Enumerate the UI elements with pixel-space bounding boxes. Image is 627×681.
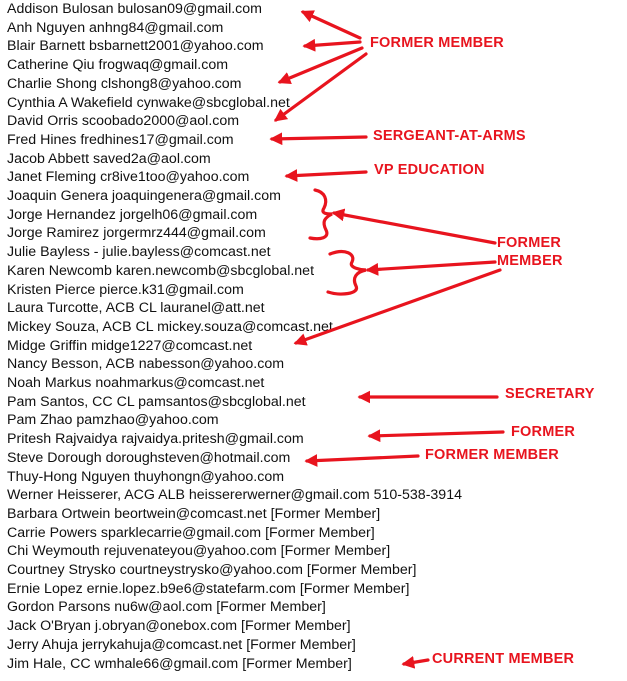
member-email[interactable]: julie.bayless@comcast.net (102, 244, 271, 261)
member-row (7, 262, 314, 281)
member-email[interactable]: j.obryan@onebox.com (94, 618, 238, 635)
member-row (7, 131, 234, 150)
member-email[interactable]: clshong8@yahoo.com (100, 75, 242, 92)
member-note: [Former Member] (299, 580, 410, 597)
member-row (7, 112, 239, 131)
member-row (7, 655, 352, 674)
member-name: Pritesh Rajvaidya (7, 431, 118, 448)
member-note: [Former Member] (246, 636, 356, 653)
annotation-sergeant-at-arms: SERGEANT-AT-ARMS (373, 128, 526, 144)
arrow-to-addison (303, 12, 360, 38)
member-name: Anh Nguyen (7, 19, 86, 36)
member-row (7, 355, 284, 374)
member-row (7, 299, 265, 318)
member-row (7, 75, 241, 94)
annotation-current-member: CURRENT MEMBER (432, 651, 575, 667)
member-email[interactable]: nabesson@yahoo.com (138, 356, 285, 373)
member-name: Nancy Besson, ACB (7, 356, 135, 373)
member-name: Kristen Pierce (7, 281, 96, 298)
member-name: Laura Turcotte, ACB CL (7, 300, 157, 317)
member-row (7, 636, 356, 655)
member-name: Chi Weymouth (7, 543, 100, 560)
member-row (7, 206, 257, 225)
arrow-to-charlie (280, 48, 362, 82)
member-name: Fred Hines (7, 131, 77, 148)
brace-joaquin-jorge (310, 190, 332, 239)
member-email[interactable]: scoobado2000@aol.com (81, 113, 240, 130)
member-email[interactable]: frogwaq@gmail.com (98, 57, 229, 74)
member-note: [Former Member] (242, 655, 352, 672)
member-email[interactable]: beortwein@comcast.net (114, 505, 267, 522)
member-email[interactable]: fredhines17@gmail.com (80, 131, 234, 148)
page-bottom-margin (0, 672, 627, 681)
member-name: Ernie Lopez (7, 580, 83, 597)
member-email[interactable]: nu6w@aol.com (114, 599, 213, 616)
annotation-former: FORMER (511, 424, 576, 440)
member-row (7, 411, 219, 430)
member-name: Cynthia A Wakefield (7, 94, 133, 111)
member-name: Steve Dorough (7, 449, 102, 466)
member-email[interactable]: sparklecarrie@gmail.com (100, 524, 262, 541)
member-name: Thuy-Hong Nguyen (7, 468, 131, 485)
member-name: Mickey Souza, ACB CL (7, 318, 154, 335)
annotation-former-member-top: FORMER MEMBER (370, 35, 504, 51)
arrow-to-fred (272, 137, 366, 139)
member-name: Jorge Ramirez (7, 225, 100, 242)
member-email[interactable]: midge1227@comcast.net (91, 337, 253, 354)
member-email[interactable]: doroughsteven@hotmail.com (105, 449, 291, 466)
annotation-secretary: SECRETARY (505, 386, 595, 402)
member-name: Barbara Ortwein (7, 505, 111, 522)
member-row (7, 150, 211, 169)
arrow-to-karen-brace (368, 262, 495, 270)
member-note: [Former Member] (306, 562, 417, 578)
member-row (7, 94, 290, 113)
member-email[interactable]: bsbarnett2001@yahoo.com (89, 38, 264, 55)
member-name: Jorge Hernandez (7, 206, 116, 223)
member-row (7, 393, 306, 412)
member-name: Janet Fleming (7, 169, 97, 186)
member-email[interactable]: cr8ive1too@yahoo.com (100, 169, 250, 186)
member-name: Addison Bulosan (7, 1, 114, 17)
member-email[interactable]: rejuvenateyou@yahoo.com (103, 543, 277, 560)
member-email[interactable]: cynwake@sbcglobal.net (136, 94, 290, 111)
member-row (7, 19, 223, 38)
member-row (7, 598, 326, 617)
member-row (7, 542, 390, 561)
member-email[interactable]: lauranel@att.net (160, 300, 265, 317)
member-email[interactable]: thuyhongn@yahoo.com (133, 468, 285, 485)
arrow-to-brace (334, 213, 495, 243)
member-row (7, 505, 380, 524)
member-email[interactable]: jorgelh06@gmail.com (119, 206, 258, 223)
arrow-to-pritesh (370, 432, 503, 436)
member-note: [Former Member] (265, 524, 375, 541)
arrow-to-blair (305, 42, 360, 46)
member-row (7, 561, 416, 580)
annotation-former-member-low: FORMER MEMBER (425, 447, 559, 463)
member-email[interactable]: ernie.lopez.b9e6@statefarm.com (86, 580, 296, 597)
member-name: Noah Markus (7, 375, 92, 391)
member-row (7, 281, 244, 300)
brace-karen-kristen (328, 252, 366, 294)
member-row (7, 37, 264, 56)
annotation-vp-education: VP EDUCATION (374, 162, 485, 178)
member-name: Joaquin Genera (7, 188, 108, 204)
member-name: Werner Heisserer, ACG ALB (7, 487, 185, 504)
member-email[interactable]: courtneystrysko@yahoo.com (119, 562, 303, 578)
member-name: Pam Santos, CC CL (7, 393, 135, 410)
member-note: [Former Member] (241, 618, 351, 635)
member-email[interactable]: pamzhao@yahoo.com (76, 412, 219, 429)
annotation-former-mid-line2: MEMBER (497, 253, 563, 269)
member-name: Jim Hale, CC (7, 655, 91, 672)
member-name: Jack O'Bryan (7, 618, 91, 635)
arrow-to-janet (287, 172, 366, 176)
member-row (7, 56, 228, 75)
member-note: 510-538-3914 (373, 487, 462, 504)
member-email[interactable]: mickey.souza@comcast.net (157, 318, 333, 335)
member-email[interactable]: joaquingenera@gmail.com (111, 188, 281, 204)
member-row (7, 374, 264, 393)
member-email[interactable]: heissererwerner@gmail.com (188, 487, 370, 504)
member-email[interactable]: saved2a@aol.com (93, 150, 211, 167)
annotation-former-mid-line1: FORMER (497, 235, 562, 251)
member-email[interactable]: pierce.k31@gmail.com (99, 281, 244, 298)
member-row (7, 0, 262, 19)
member-row (7, 617, 351, 636)
member-email[interactable]: noahmarkus@comcast.net (95, 375, 265, 391)
member-name: Carrie Powers (7, 524, 97, 541)
member-row (7, 430, 304, 449)
member-name: Jacob Abbett (7, 150, 90, 167)
member-name: Blair Barnett (7, 38, 86, 55)
member-email[interactable]: jerrykahuja@comcast.net (81, 636, 243, 653)
member-email[interactable]: anhng84@gmail.com (89, 19, 224, 36)
member-name: Catherine Qiu (7, 57, 95, 74)
member-email[interactable]: karen.newcomb@sbcglobal.net (115, 262, 315, 279)
member-row (7, 224, 266, 243)
arrow-to-steve (307, 456, 418, 461)
member-name: Karen Newcomb (7, 262, 112, 279)
member-email[interactable]: rajvaidya.pritesh@gmail.com (121, 431, 304, 448)
member-name: Courtney Strysko (7, 562, 116, 578)
member-name: Julie Bayless - (7, 244, 99, 261)
member-name: Jerry Ahuja (7, 636, 78, 653)
member-row (7, 449, 290, 468)
member-email[interactable]: jorgermrz444@gmail.com (103, 225, 266, 242)
member-note: [Former Member] (280, 543, 391, 560)
member-row (7, 168, 249, 187)
member-name: Pam Zhao (7, 412, 73, 429)
member-row (7, 486, 462, 505)
member-name: Midge Griffin (7, 337, 88, 354)
member-row (7, 187, 281, 206)
member-name: David Orris (7, 113, 78, 130)
arrow-to-jim (404, 660, 428, 664)
member-row (7, 318, 333, 337)
member-row (7, 337, 252, 356)
member-note: [Former Member] (270, 505, 381, 522)
member-email[interactable]: wmhale66@gmail.com (94, 655, 239, 672)
member-note: [Former Member] (216, 599, 326, 616)
member-email[interactable]: bulosan09@gmail.com (117, 1, 262, 17)
member-email[interactable]: pamsantos@sbcglobal.net (138, 393, 306, 410)
member-name: Charlie Shong (7, 75, 97, 92)
member-row (7, 524, 375, 543)
member-row (7, 243, 271, 262)
member-row (7, 580, 409, 599)
member-row (7, 468, 284, 487)
member-name: Gordon Parsons (7, 599, 111, 616)
